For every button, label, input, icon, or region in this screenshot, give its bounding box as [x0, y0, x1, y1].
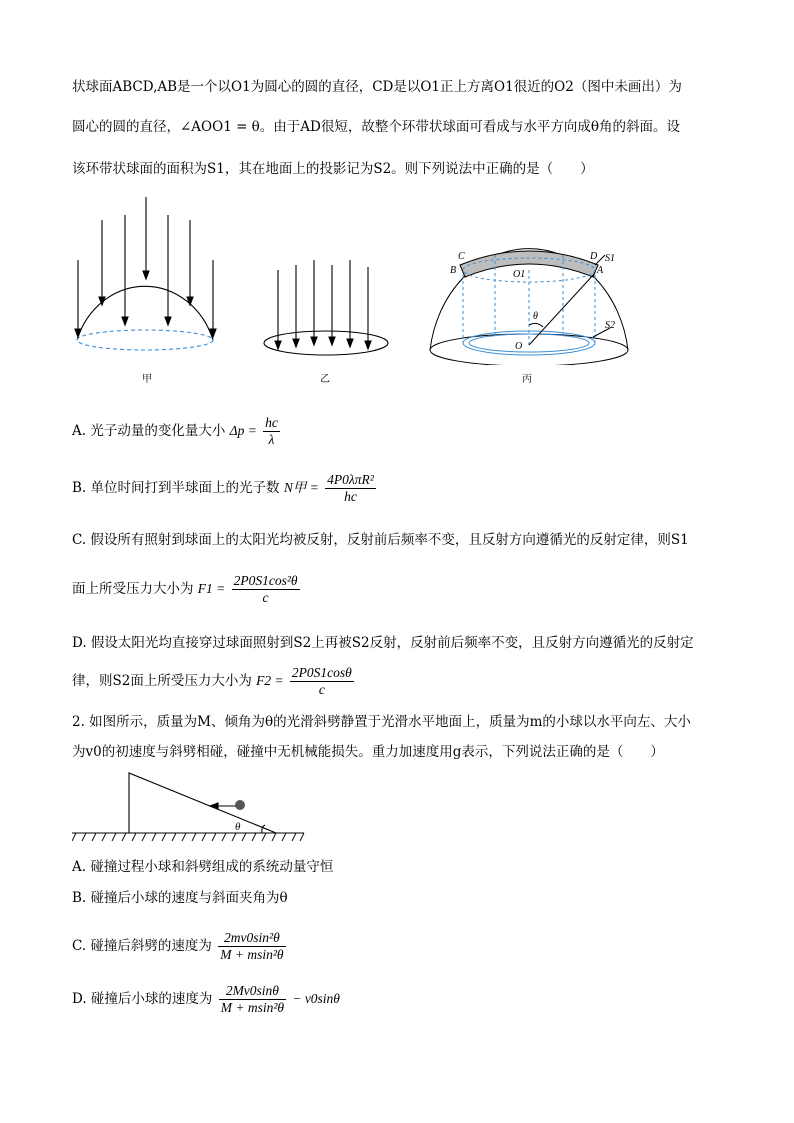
q1-option-a [72, 415, 282, 448]
figure-bing [425, 215, 635, 365]
label-O1: O1 [513, 269, 526, 280]
q1-option-c-lhs: F1 = [197, 581, 226, 596]
q1-option-c-fraction [232, 573, 300, 606]
q2-option-c-fraction [218, 930, 285, 963]
q2-line-1: 2. 如图所示，质量为M、倾角为θ的光滑斜劈静置于光滑水平地面上，质量为m的小球以水平向左、大小 [72, 714, 691, 730]
q1-option-c-text: 面上所受压力大小为 [72, 581, 194, 597]
q1-option-b-lhs: N甲 = [283, 480, 319, 495]
label-B: B [450, 265, 457, 276]
q1-option-a-lhs: Δp = [229, 423, 257, 438]
fraction-numerator: 2P0S1cosθ [291, 665, 352, 680]
q1-option-a-text: A. 光子动量的变化量大小 [72, 423, 226, 439]
q1-option-d-fraction [290, 665, 354, 698]
label-S2: S2 [605, 320, 615, 331]
q2-option-c [72, 930, 288, 963]
q1-option-d-lhs: F2 = [256, 673, 284, 688]
caption-bing: 丙 [522, 374, 532, 385]
q1-option-d-line-1: D. 假设太阳光均直接穿过球面照射到S2上再被S2反射，反射前后频率不变，且反射方向遵循光的反射定 [72, 635, 694, 651]
q1-option-c-line-1: C. 假设所有照射到球面上的太阳光均被反射，反射前后频率不变，且反射方向遵循光的反射定律，则S1 [72, 532, 689, 548]
q1-option-b [72, 472, 378, 505]
figure-wedge [72, 770, 307, 850]
label-A: A [597, 265, 604, 276]
label-O: O [515, 341, 523, 352]
q2-line-2: 为v0的初速度与斜劈相碰，碰撞中无机械能损失。重力加速度用g表示，下列说法正确的是（ ） [72, 744, 664, 760]
q1-line-3: 该环带状球面的面积为S1，其在地面上的投影记为S2。则下列说法中正确的是（ ） [72, 161, 594, 177]
q1-line-2: 圆心的圆的直径，∠AOO1 = θ。由于AD很短，故整个环带状球面可看成与水平方向成θ角的斜面。设 [72, 119, 681, 135]
q2-option-a: A. 碰撞过程小球和斜劈组成的系统动量守恒 [72, 859, 334, 875]
q1-option-d-text: 律，则S2面上所受压力大小为 [72, 673, 252, 689]
label-D: D [590, 251, 598, 262]
fraction-denominator: hc [344, 489, 357, 504]
figure-jia [70, 195, 230, 365]
fraction-denominator: M + msin²θ [220, 1000, 285, 1015]
q2-option-d-tail: − v0sinθ [292, 991, 340, 1006]
q1-option-a-fraction [263, 415, 280, 448]
fraction-denominator: λ [268, 432, 275, 447]
q1-option-d-line-2 [72, 665, 356, 698]
fraction-numerator: 4P0λπR² [327, 472, 374, 487]
q1-option-c-line-2 [72, 573, 302, 606]
q2-option-c-text: C. 碰撞后斜劈的速度为 [72, 938, 212, 954]
q2-option-d [72, 983, 340, 1016]
fraction-numerator: hc [265, 415, 278, 430]
caption-jia: 甲 [142, 374, 152, 385]
label-theta: θ [533, 311, 538, 322]
figure-yi [260, 255, 395, 365]
fraction-numerator: 2mv0sin²θ [218, 930, 285, 947]
fraction-denominator: c [318, 682, 325, 697]
label-C: C [458, 251, 465, 262]
q1-option-b-fraction [325, 472, 376, 505]
caption-yi: 乙 [320, 374, 330, 385]
q2-option-b: B. 碰撞后小球的速度与斜面夹角为θ [72, 890, 288, 906]
q1-line-1: 状球面ABCD,AB是一个以O1为圆心的圆的直径，CD是以O1正上方离O1很近的O2（图中未画出）为 [72, 79, 682, 95]
q2-option-d-fraction [219, 983, 286, 1016]
fraction-denominator: c [262, 590, 269, 605]
fraction-numerator: 2Mv0sinθ [219, 983, 286, 1000]
wedge-theta: θ [235, 821, 241, 833]
fraction-denominator: M + msin²θ [220, 947, 284, 962]
q1-option-b-text: B. 单位时间打到半球面上的光子数 [72, 480, 280, 496]
fraction-numerator: 2P0S1cos²θ [233, 573, 298, 588]
label-S1: S1 [605, 253, 615, 264]
q2-option-d-text: D. 碰撞后小球的速度为 [72, 991, 213, 1007]
